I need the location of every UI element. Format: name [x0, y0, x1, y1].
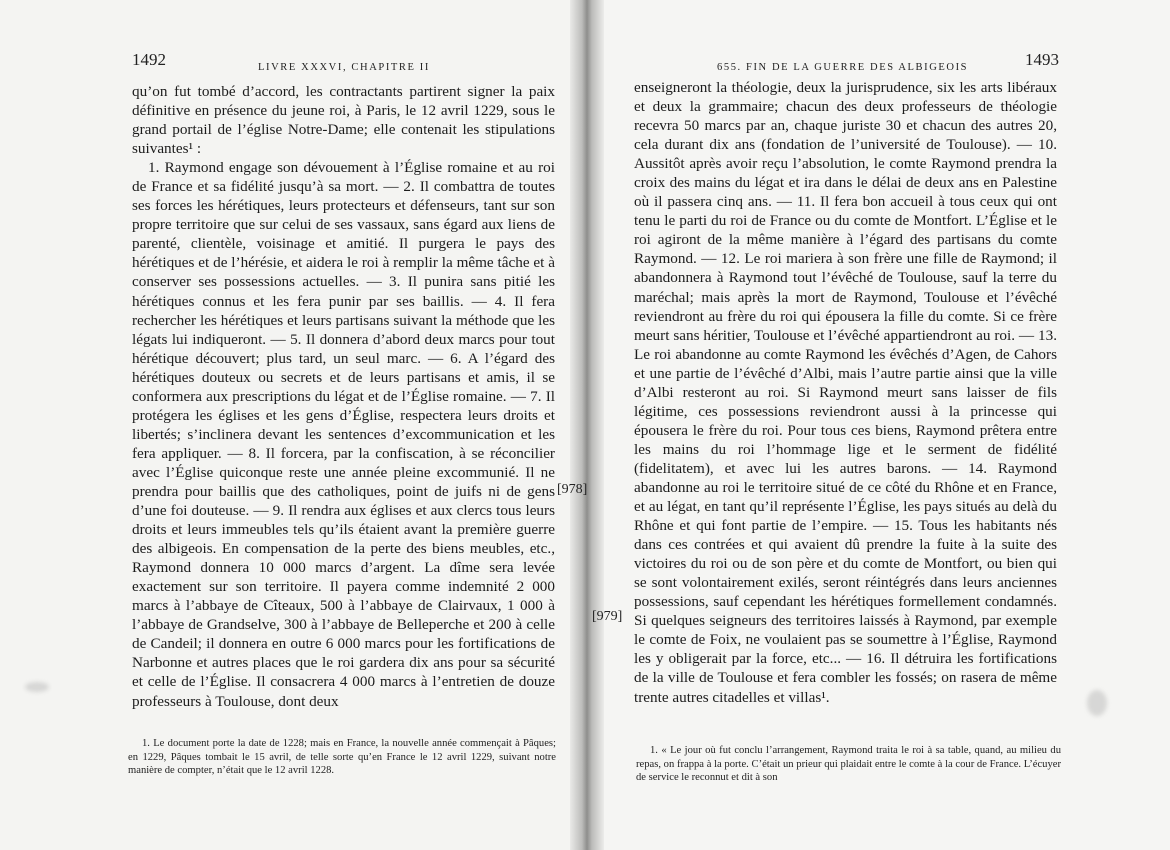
left-page [0, 0, 583, 850]
paragraph: enseigneront la théologie, deux la jurisprudence, six les arts libéraux et deux la grammaire; chacun des deux professeurs de théologie recevra 50 marcs par an, chaque juriste 30 et chacun des autres 20, cela durant dix ans (fondation de l’université de Toulouse). — 10. Aussitôt après avoir reçu l’absolution, le comte Raymond prendra la croix des mains du légat et ira dans le délai de deux ans en Palestine où il passera cinq ans. — 11. Il fera bon accueil à tous ceux qui ont tenu le parti du roi de France ou du comte de Montfort. L’Église et le roi agiront de la même manière à l’égard des partisans du comte Raymond. — 12. Le roi mariera à son frère une fille de Raymond; il abandonnera à Raymond tout l’évêché de Toulouse, sauf la terre du maréchal; mais après la mort de Raymond, Toulouse et l’évêché reviendront au frère du roi qui épousera la fille du comte. Si ce frère meurt sans héritier, Toulouse et l’évêché appartiendront au roi. — 13. Le roi abandonne au comte Raymond les évêchés d’Agen, de Cahors et une partie de l’évêché d’Albi, mais l’autre partie ainsi que la ville d’Albi resteront au roi. Si Raymond meurt sans laisser de fils légitime, ces possessions reviendront aussi à la princesse qui épousera le frère du roi. Pour tous ces biens, Raymond prêtera entre les mains du roi l’hommage lige et le serment de fidélité (fidelitatem), et avec lui les autres barons. — 14. Raymond abandonne au roi le territoire situé de ce côté du Rhône et en France, et au légat, en tant qu’il représente l’Église, les pays situés au delà du Rhône et qui font partie de l’empire. — 15. Tous les habitants nés dans ces contrées et qui avaient dû prendre la fuite à la suite des victoires du roi ou de son père et du comte de Montfort, ou bien qui se sont volontairement exilés, seront réintégrés dans leurs anciennes possessions, sauf cependant les hérétiques formellement condamnés. Si quelques seigneurs des territoires laissés à Raymond, par exemple le comte de Foix, ne voulaient pas se soumettre à l’Église, Raymond les y obligerait par la force, etc... — 16. Il détruira les fortifications de la ville de Toulouse et fera combler les fossés; on rasera de même trente autres citadelles et villas¹. [634, 79, 1057, 706]
right-page [587, 0, 1170, 850]
right-footnote: 1. « Le jour où fut conclu l’arrangement, Raymond traita le roi à sa table, quand, au milieu du repas, on frappa à la porte. C’était un prieur qui plaidait entre le comte à la cour de France. L’écuyer de service le reconnut et dit à son [636, 745, 1061, 784]
margin-marker-979: [979] [592, 609, 623, 624]
left-footnote: 1. Le document porte la date de 1228; mais en France, la nouvelle année commençait à Pâques; en 1229, Pâques tombait le 15 avril, de telle sorte qu’en France le 12 avril 1229, suivant notre manière de compter, n’était que le 12 avril 1228. [128, 738, 556, 777]
margin-marker-978: [978] [557, 482, 588, 497]
left-body-text [132, 82, 555, 711]
page-smudge [25, 682, 49, 692]
right-running-head: 655. FIN DE LA GUERRE DES ALBIGEOIS [717, 62, 969, 73]
page-smudge [1087, 690, 1107, 716]
left-page-number: 1492 [132, 50, 166, 69]
book-gutter [570, 0, 604, 850]
right-page-number: 1493 [1025, 50, 1059, 69]
paragraph: qu’on fut tombé d’accord, les contractants partirent signer la paix définitive en présence du jeune roi, à Paris, le 12 avril 1229, sous le grand portail de l’église Notre-Dame; elle contenait les stipulations suivantes¹ : [132, 83, 555, 158]
paragraph: 1. Raymond engage son dévouement à l’Église romaine et au roi de France et sa fidélité jusqu’à sa mort. — 2. Il combattra de toutes ses forces les hérétiques, leurs protecteurs et défenseurs, tant sur son propre territoire que sur celui de ses vassaux, sans égard aux liens de parenté, clientèle, voisinage et amitié. Il purgera le pays des hérétiques et de l’hérésie, et aidera le roi à remplir la même tâche et à conserver ses possessions actuelles. — 3. Il punira sans pitié les hérétiques connus et les fera punir par ses baillis. — 4. Il fera rechercher les hérétiques et leurs partisans suivant la méthode que les légats lui indiqueront. — 5. Il donnera d’abord deux marcs pour tout hérétique découvert; plus tard, un seul marc. — 6. A l’égard des hérétiques douteux ou secrets et de leurs partisans et amis, il se conformera aux prescriptions du légat et de l’Église romaine. — 7. Il protégera les églises et les gens d’Église, respectera leurs droits et libertés; s’inclinera devant les sentences d’excommunication et les fera appliquer. — 8. Il forcera, par la confiscation, à se réconcilier avec l’Église quiconque reste une année pleine excommunié. Il ne prendra pour baillis que des catholiques, point de juifs ni de gens d’une foi douteuse. — 9. Il rendra aux églises et aux clercs tous leurs droits et leurs immeubles tels qu’ils étaient avant la première guerre des albigeois. En compensation de la perte des biens meubles, etc., Raymond donnera 10 000 marcs d’argent. La dîme sera levée exactement sur son territoire. Il payera comme indemnité 2 000 marcs à l’abbaye de Cîteaux, 500 à l’abbaye de Clairvaux, 1 000 à l’abbaye de Grandselve, 300 à l’abbaye de Belleperche et 200 à celle de Candeil; il donnera en outre 6 000 marcs pour les fortifications de Narbonne et autres places que le roi gardera dix ans pour sa sécurité et celle de l’Église. Il consacrera 4 000 marcs à l’entretien de douze professeurs à Toulouse, dont deux [132, 159, 555, 710]
left-running-head: LIVRE XXXVI, CHAPITRE II [258, 62, 430, 73]
right-body-text [634, 78, 1057, 707]
